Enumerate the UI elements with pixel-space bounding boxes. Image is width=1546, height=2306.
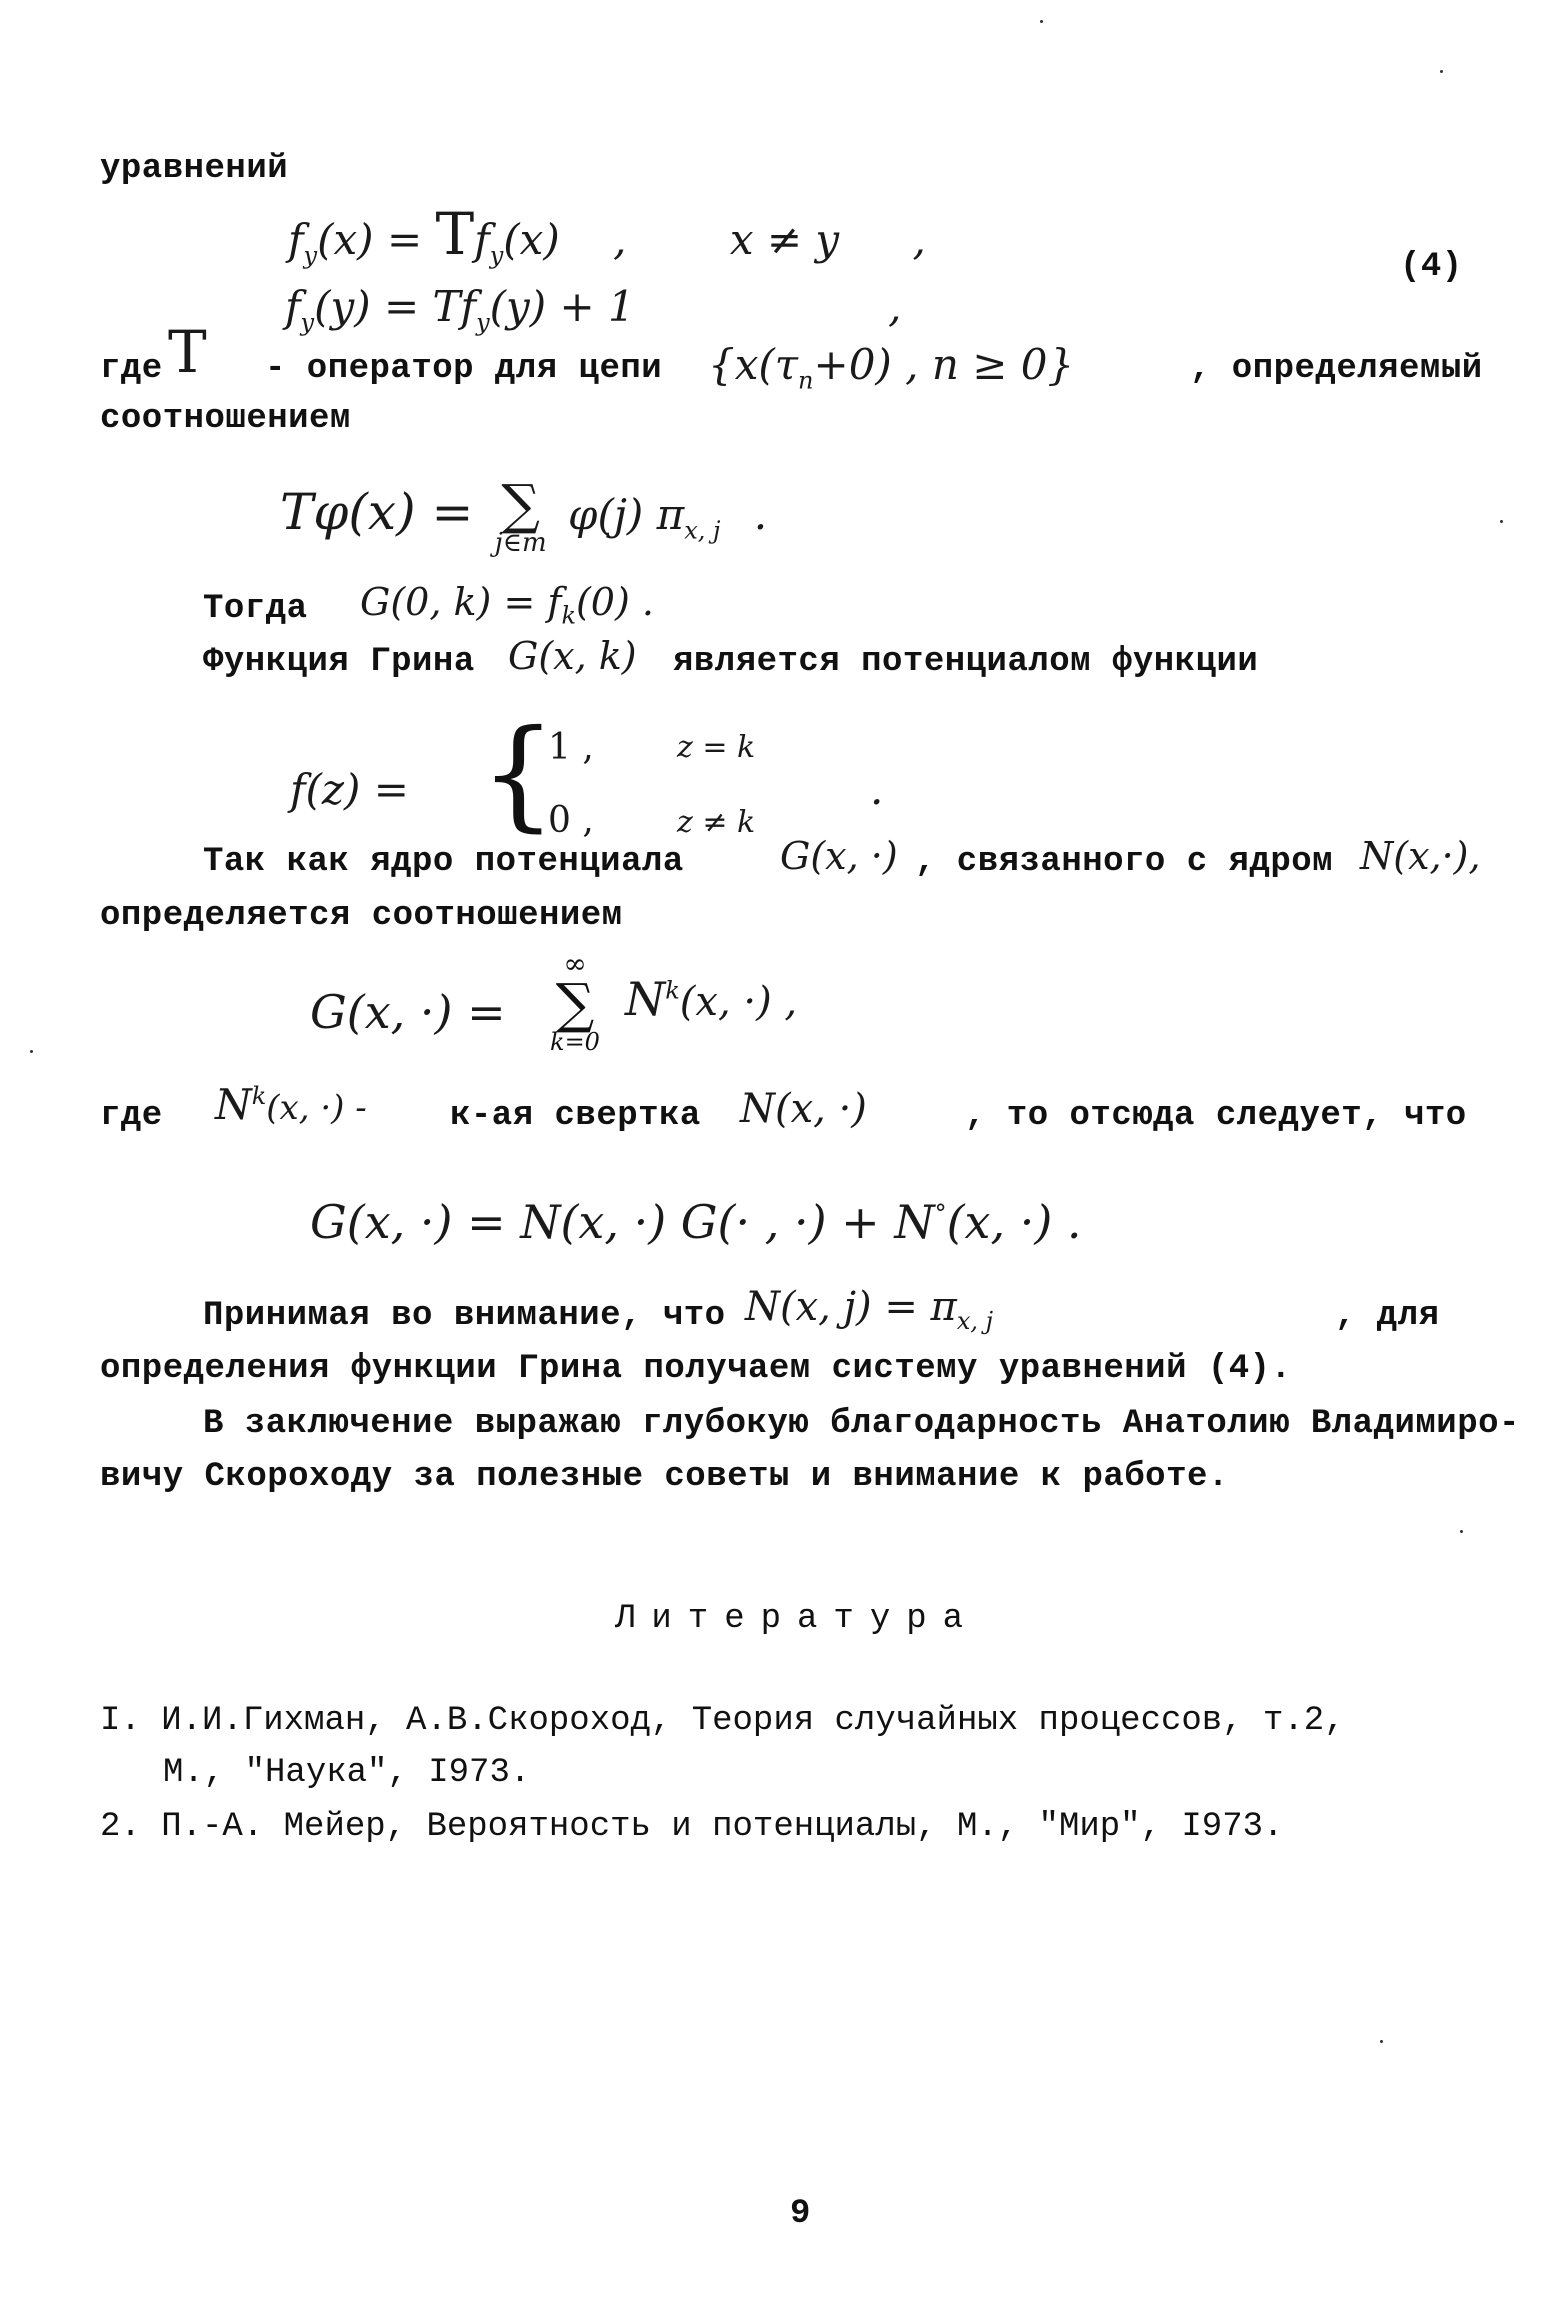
- scan-speck: [1500, 520, 1503, 523]
- eq1-sub: y: [303, 241, 318, 270]
- tphi-lhs: Tφ(x) =: [280, 483, 474, 541]
- literature-heading: Литература: [615, 1600, 980, 1638]
- sum-sigma: ∑: [555, 972, 595, 1035]
- scan-speck: [1380, 2040, 1383, 2043]
- eq1-rhs-f: f: [474, 215, 490, 264]
- text-opredelyaetsya: определяется соотношением: [100, 897, 623, 935]
- word-gde-1: где: [100, 350, 163, 388]
- text-opredelyaemy: , определяемый: [1190, 350, 1483, 388]
- text-k-svertka: к-ая свертка: [450, 1097, 701, 1135]
- operator-T: T: [168, 318, 207, 386]
- eq2-arg: (y): [314, 282, 371, 331]
- eq1-f: f: [288, 215, 304, 264]
- equation-line-2: [285, 282, 901, 336]
- tphi-rhs: φ(j) π: [568, 490, 685, 539]
- cases-dot: .: [870, 765, 884, 814]
- ref-1-num: I.: [100, 1702, 141, 1740]
- ref-2-text: П.-А. Мейер, Вероятность и потенциалы, М., "Мир", I973.: [161, 1808, 1284, 1846]
- final-eq-sup: °: [934, 1199, 947, 1228]
- text-to-otsyuda: , то отсюда следует, что: [965, 1097, 1467, 1135]
- eq2-sub: y: [300, 308, 315, 337]
- prin-expr: N(x, j) = π: [745, 1284, 957, 1330]
- fz-lhs: f(z) =: [290, 765, 409, 814]
- scan-speck: [1040, 20, 1043, 23]
- reference-1: [100, 1702, 1345, 1740]
- sum-term: [625, 972, 797, 1026]
- text-sootnosheniem: соотношением: [100, 400, 351, 438]
- eq1-comma2: ,: [912, 215, 926, 264]
- kernel-N: N(x,·),: [1360, 834, 1481, 878]
- sum-arg: (x, ·) ,: [679, 979, 798, 1025]
- reference-2: [100, 1808, 1283, 1846]
- convolution-of: N(x, ·): [740, 1086, 867, 1132]
- sum-operator: [540, 947, 610, 1056]
- scan-speck: [1440, 70, 1443, 73]
- chain-open: {x(τ: [708, 340, 799, 389]
- togda-tail: (0) .: [575, 580, 654, 624]
- togda-expr: G(0, k) = f: [360, 580, 562, 624]
- kernel-G: G(x, ·): [780, 834, 898, 878]
- ref-1-text: И.И.Гихман, А.В.Скороход, Теория случайных процессов, т.2,: [161, 1702, 1345, 1740]
- cases-brace: {: [480, 705, 557, 844]
- sum-sup: k: [665, 976, 680, 1005]
- equation-number: (4): [1400, 248, 1463, 286]
- tphi-dot: .: [753, 490, 768, 539]
- convolution-term: [215, 1080, 367, 1129]
- reference-1-cont: М., "Наука", I973.: [163, 1754, 531, 1792]
- eq1-comma: ,: [613, 215, 627, 264]
- text-zaklyuchenie-2: вичу Скороходу за полезные советы и внимание к работе.: [100, 1458, 1229, 1496]
- final-eq-tail: (x, ·) .: [946, 1195, 1082, 1249]
- eq1-operator: T: [435, 200, 475, 268]
- eq2-rest: = Tf: [383, 282, 477, 331]
- eq1-rhs-sub: y: [489, 241, 504, 270]
- eq2-f: f: [285, 282, 301, 331]
- chain-sub: n: [798, 366, 814, 395]
- text-zaklyuchenie-1: В заключение выражаю глубокую благодарность Анатолию Владимиро-: [203, 1405, 1520, 1443]
- tphi-sigma-sub: j∈m: [494, 528, 547, 558]
- case-2-value: 0 ,: [548, 800, 594, 841]
- text-prinimaya: Принимая во внимание, что: [203, 1297, 726, 1335]
- togda-expression: [360, 580, 654, 630]
- final-eq-body: G(x, ·) = N(x, ·) G(· , ·) + N: [310, 1195, 935, 1249]
- equation-line-1: [288, 200, 926, 269]
- page-number: 9: [790, 2195, 811, 2233]
- word-togda: Тогда: [203, 590, 308, 628]
- text-dlya: , для: [1335, 1297, 1440, 1335]
- chain-rest: +0) , n ≥ 0}: [813, 340, 1075, 389]
- tphi-sigma: ∑: [501, 473, 540, 536]
- word-uravneniy: уравнений: [100, 150, 289, 188]
- tphi-sub: x, j: [684, 516, 721, 545]
- case-1-value: 1 ,: [548, 727, 594, 768]
- green-expression: G(x, k): [508, 634, 637, 678]
- sum-N: N: [625, 972, 666, 1026]
- case-2-condition: z ≠ k: [677, 805, 756, 840]
- eq2-tail: (y) + 1: [489, 282, 635, 331]
- text-green-prefix: Функция Грина: [203, 643, 475, 681]
- text-tak-kak: Так как ядро потенциала: [203, 843, 684, 881]
- word-gde-2: где: [100, 1097, 163, 1135]
- operator-definition: [280, 473, 768, 558]
- sum-top: ∞: [563, 947, 587, 980]
- sum-bottom: k=0: [550, 1028, 600, 1056]
- scan-speck: [30, 1050, 33, 1053]
- prin-sub: x, j: [956, 1307, 994, 1335]
- eq1-arg: (x): [317, 215, 374, 264]
- conv-N: N: [215, 1080, 252, 1129]
- final-equation: [310, 1195, 1082, 1249]
- conv-arg: (x, ·) -: [266, 1088, 367, 1128]
- text-green-suffix: является потенциалом функции: [673, 643, 1259, 681]
- togda-sub: k: [561, 601, 576, 630]
- text-opredeleniya: определения функции Грина получаем систему уравнений (4).: [100, 1350, 1292, 1388]
- case-1-condition: z = k: [677, 730, 756, 765]
- prinimaya-expression: [745, 1284, 993, 1335]
- eq2-sub2: y: [476, 308, 490, 337]
- chain-expression: [708, 340, 1074, 394]
- eq2-comma: ,: [888, 282, 902, 331]
- conv-sup: k: [251, 1082, 267, 1110]
- scan-speck: [1460, 1530, 1463, 1533]
- eq1-rhs-arg: (x): [503, 215, 560, 264]
- text-operator-for-chain: - оператор для цепи: [265, 350, 663, 388]
- sum-lhs: G(x, ·) =: [310, 985, 506, 1039]
- ref-2-num: 2.: [100, 1808, 141, 1846]
- eq1-condition: x ≠ y: [729, 215, 840, 264]
- text-svyazannogo: , связанного с ядром: [915, 843, 1334, 881]
- eq1-equals: =: [386, 215, 423, 264]
